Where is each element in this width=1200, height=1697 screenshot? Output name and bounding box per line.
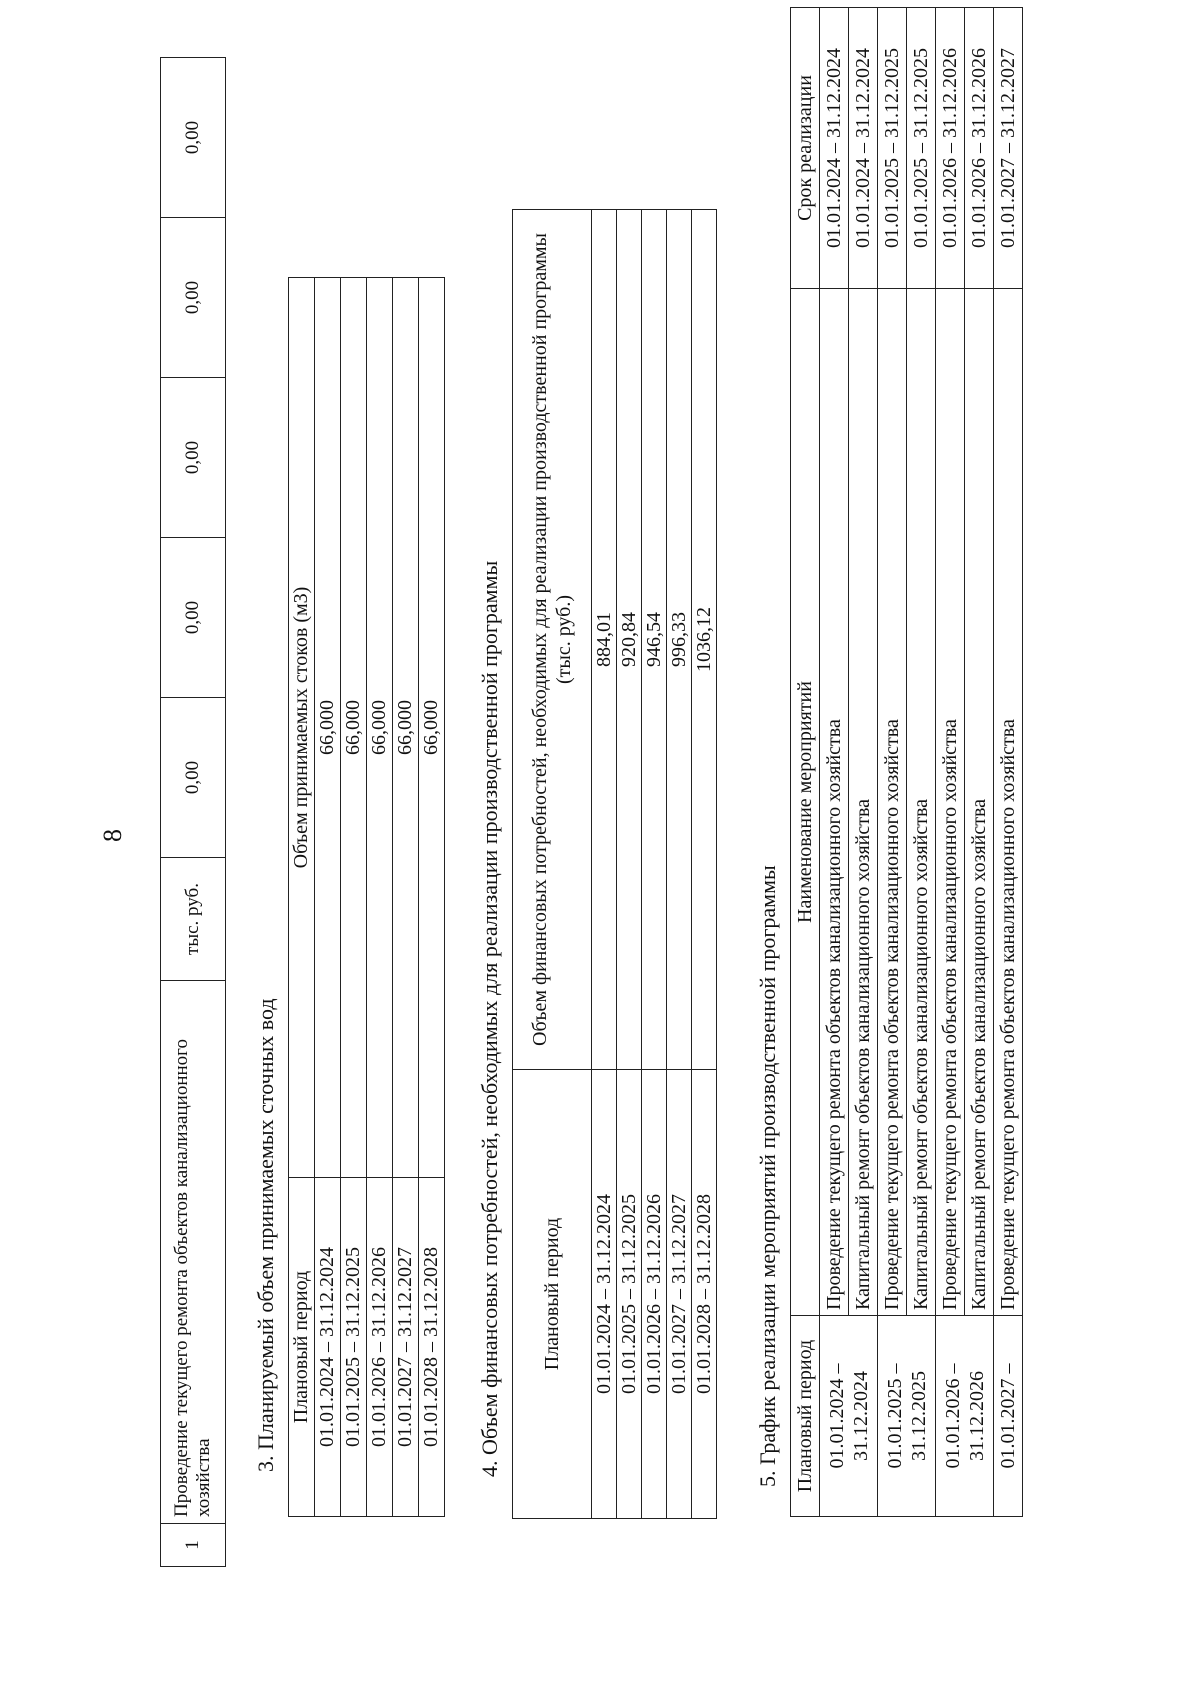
term-cell: 01.01.2026 – 31.12.2026	[965, 8, 994, 289]
table-row	[667, 210, 692, 1519]
table-row	[907, 8, 936, 1517]
period-cell: 01.01.2028 – 31.12.2028	[692, 1070, 717, 1519]
value-cell: 0,00	[161, 58, 226, 218]
column-header: Плановый период	[513, 1070, 592, 1519]
wastewater-volume-table	[288, 277, 445, 1517]
table-row	[161, 58, 226, 1567]
period-cell: 01.01.2024 – 31.12.2024	[592, 1070, 617, 1519]
table-row	[965, 8, 994, 1517]
period-cell: 01.01.2027 –	[994, 1316, 1023, 1517]
table-row	[419, 278, 445, 1517]
table-row	[592, 210, 617, 1519]
column-header: Объем принимаемых стоков (м3)	[289, 278, 315, 1178]
period-cell: 01.01.2024 – 31.12.2024	[820, 1316, 878, 1517]
amount-cell: 1036,12	[692, 210, 717, 1070]
section4-heading: 4. Объем финансовых потребностей, необходимых для реализации производственной программы	[477, 560, 502, 1477]
table-row	[878, 8, 907, 1517]
volume-cell: 66,000	[315, 278, 341, 1178]
period-cell: 01.01.2026 – 31.12.2026	[367, 1178, 393, 1517]
column-header: Объем финансовых потребностей, необходимых для реализации производственной программы (тыс. руб.)	[513, 210, 592, 1070]
period-cell: 01.01.2028 – 31.12.2028	[419, 1178, 445, 1517]
table-header-row	[289, 278, 315, 1517]
activity-name: Капитальный ремонт объектов канализационного хозяйства	[849, 289, 878, 1316]
table-row	[692, 210, 717, 1519]
activity-name: Капитальный ремонт объектов канализационного хозяйства	[965, 289, 994, 1316]
period-cell: 01.01.2025 – 31.12.2025	[617, 1070, 642, 1519]
period-cell: 01.01.2027 – 31.12.2027	[393, 1178, 419, 1517]
amount-cell: 946,54	[642, 210, 667, 1070]
table-row	[936, 8, 965, 1517]
value-cell: 0,00	[161, 378, 226, 538]
financial-needs-table	[512, 209, 717, 1519]
volume-cell: 66,000	[341, 278, 367, 1178]
table-row	[617, 210, 642, 1519]
table-row	[642, 210, 667, 1519]
section5-heading: 5. График реализации мероприятий производственной программы	[755, 865, 780, 1487]
amount-cell: 996,33	[667, 210, 692, 1070]
table-row	[367, 278, 393, 1517]
period-cell: 01.01.2025 – 31.12.2025	[878, 1316, 936, 1517]
table-row	[341, 278, 367, 1517]
activity-name: Проведение текущего ремонта объектов канализационного хозяйства	[994, 289, 1023, 1316]
value-cell: 0,00	[161, 538, 226, 698]
term-cell: 01.01.2025 – 31.12.2025	[878, 8, 907, 289]
volume-cell: 66,000	[367, 278, 393, 1178]
activity-name: Капитальный ремонт объектов канализационного хозяйства	[907, 289, 936, 1316]
table-row	[994, 8, 1023, 1517]
page-number: 8	[98, 829, 127, 842]
column-header: Срок реализации	[791, 8, 820, 289]
amount-cell: 884,01	[592, 210, 617, 1070]
term-cell: 01.01.2026 – 31.12.2026	[936, 8, 965, 289]
table-header-row	[791, 8, 820, 1517]
period-cell: 01.01.2027 – 31.12.2027	[667, 1070, 692, 1519]
implementation-schedule-table	[790, 7, 1023, 1517]
column-header: Плановый период	[289, 1178, 315, 1517]
activity-name: Проведение текущего ремонта объектов канализационного хозяйства	[878, 289, 907, 1316]
activity-name: Проведение текущего ремонта объектов канализационного хозяйства	[936, 289, 965, 1316]
term-cell: 01.01.2024 – 31.12.2024	[849, 8, 878, 289]
table-header-row	[513, 210, 592, 1519]
table-row	[849, 8, 878, 1517]
value-cell: 0,00	[161, 698, 226, 858]
program-costs-table-fragment	[160, 57, 226, 1567]
volume-cell: 66,000	[393, 278, 419, 1178]
term-cell: 01.01.2024 – 31.12.2024	[820, 8, 849, 289]
activity-name: Проведение текущего ремонта объектов канализационного хозяйства	[820, 289, 849, 1316]
column-header: Плановый период	[791, 1316, 820, 1517]
table-row	[820, 8, 849, 1517]
unit: тыс. руб.	[161, 858, 226, 981]
period-cell: 01.01.2025 – 31.12.2025	[341, 1178, 367, 1517]
value-cell: 0,00	[161, 218, 226, 378]
row-number: 1	[161, 1524, 226, 1567]
volume-cell: 66,000	[419, 278, 445, 1178]
section3-heading: 3. Планируемый объем принимаемых сточных вод	[253, 998, 278, 1472]
table-row	[393, 278, 419, 1517]
period-cell: 01.01.2026 – 31.12.2026	[936, 1316, 994, 1517]
activity-name: Проведение текущего ремонта объектов канализационного хозяйства	[161, 981, 226, 1524]
term-cell: 01.01.2025 – 31.12.2025	[907, 8, 936, 289]
period-cell: 01.01.2026 – 31.12.2026	[642, 1070, 667, 1519]
term-cell: 01.01.2027 – 31.12.2027	[994, 8, 1023, 289]
period-cell: 01.01.2024 – 31.12.2024	[315, 1178, 341, 1517]
amount-cell: 920,84	[617, 210, 642, 1070]
table-row	[315, 278, 341, 1517]
column-header: Наименование мероприятий	[791, 289, 820, 1316]
